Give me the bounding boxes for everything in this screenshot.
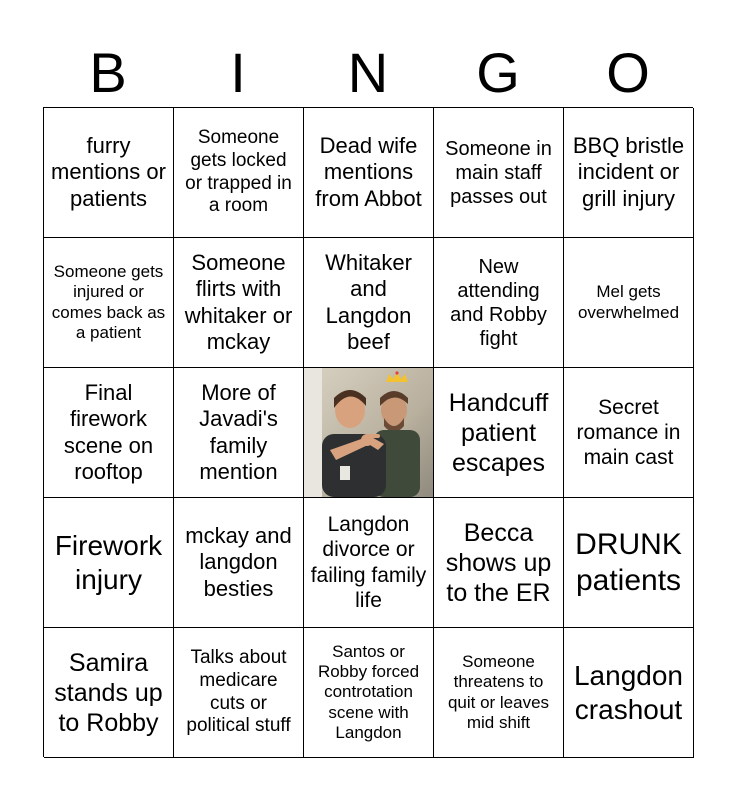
header-letter-o: O: [606, 41, 650, 104]
bingo-cell[interactable]: Final firework scene on rooftop: [44, 368, 174, 498]
bingo-cell[interactable]: Secret romance in main cast: [564, 368, 694, 498]
bingo-cell[interactable]: Samira stands up to Robby: [44, 628, 174, 758]
bingo-cell[interactable]: DRUNK patients: [564, 498, 694, 628]
bingo-cell[interactable]: BBQ bristle incident or grill injury: [564, 108, 694, 238]
bingo-cell[interactable]: Becca shows up to the ER: [434, 498, 564, 628]
header-letter-b: B: [89, 41, 127, 104]
photo-two-men-finger-guns-icon: [304, 368, 433, 497]
bingo-cell[interactable]: Someone gets locked or trapped in a room: [174, 108, 304, 238]
bingo-cell[interactable]: Langdon divorce or failing family life: [304, 498, 434, 628]
bingo-cell[interactable]: Langdon crashout: [564, 628, 694, 758]
bingo-grid: [43, 107, 693, 757]
bingo-cell[interactable]: Someone in main staff passes out: [434, 108, 564, 238]
bingo-cell[interactable]: Santos or Robby forced controtation scene with Langdon: [304, 628, 434, 758]
bingo-cell[interactable]: furry mentions or patients: [44, 108, 174, 238]
header-letter-i: I: [230, 41, 246, 104]
bingo-cell[interactable]: Someone flirts with whitaker or mckay: [174, 238, 304, 368]
bingo-cell[interactable]: Someone gets injured or comes back as a patient: [44, 238, 174, 368]
bingo-cell[interactable]: More of Javadi's family mention: [174, 368, 304, 498]
free-space-photo[interactable]: [304, 368, 434, 498]
bingo-cell[interactable]: Firework injury: [44, 498, 174, 628]
header-letter-n: N: [347, 41, 389, 104]
bingo-cell[interactable]: Mel gets overwhelmed: [564, 238, 694, 368]
bingo-cell[interactable]: Talks about medicare cuts or political stuff: [174, 628, 304, 758]
bingo-cell[interactable]: mckay and langdon besties: [174, 498, 304, 628]
header-letter-g: G: [476, 41, 520, 104]
bingo-header: [43, 38, 693, 108]
bingo-cell[interactable]: New attending and Robby fight: [434, 238, 564, 368]
bingo-cell[interactable]: Someone threatens to quit or leaves mid shift: [434, 628, 564, 758]
bingo-cell[interactable]: Dead wife mentions from Abbot: [304, 108, 434, 238]
bingo-cell[interactable]: Handcuff patient escapes: [434, 368, 564, 498]
bingo-cell[interactable]: Whitaker and Langdon beef: [304, 238, 434, 368]
